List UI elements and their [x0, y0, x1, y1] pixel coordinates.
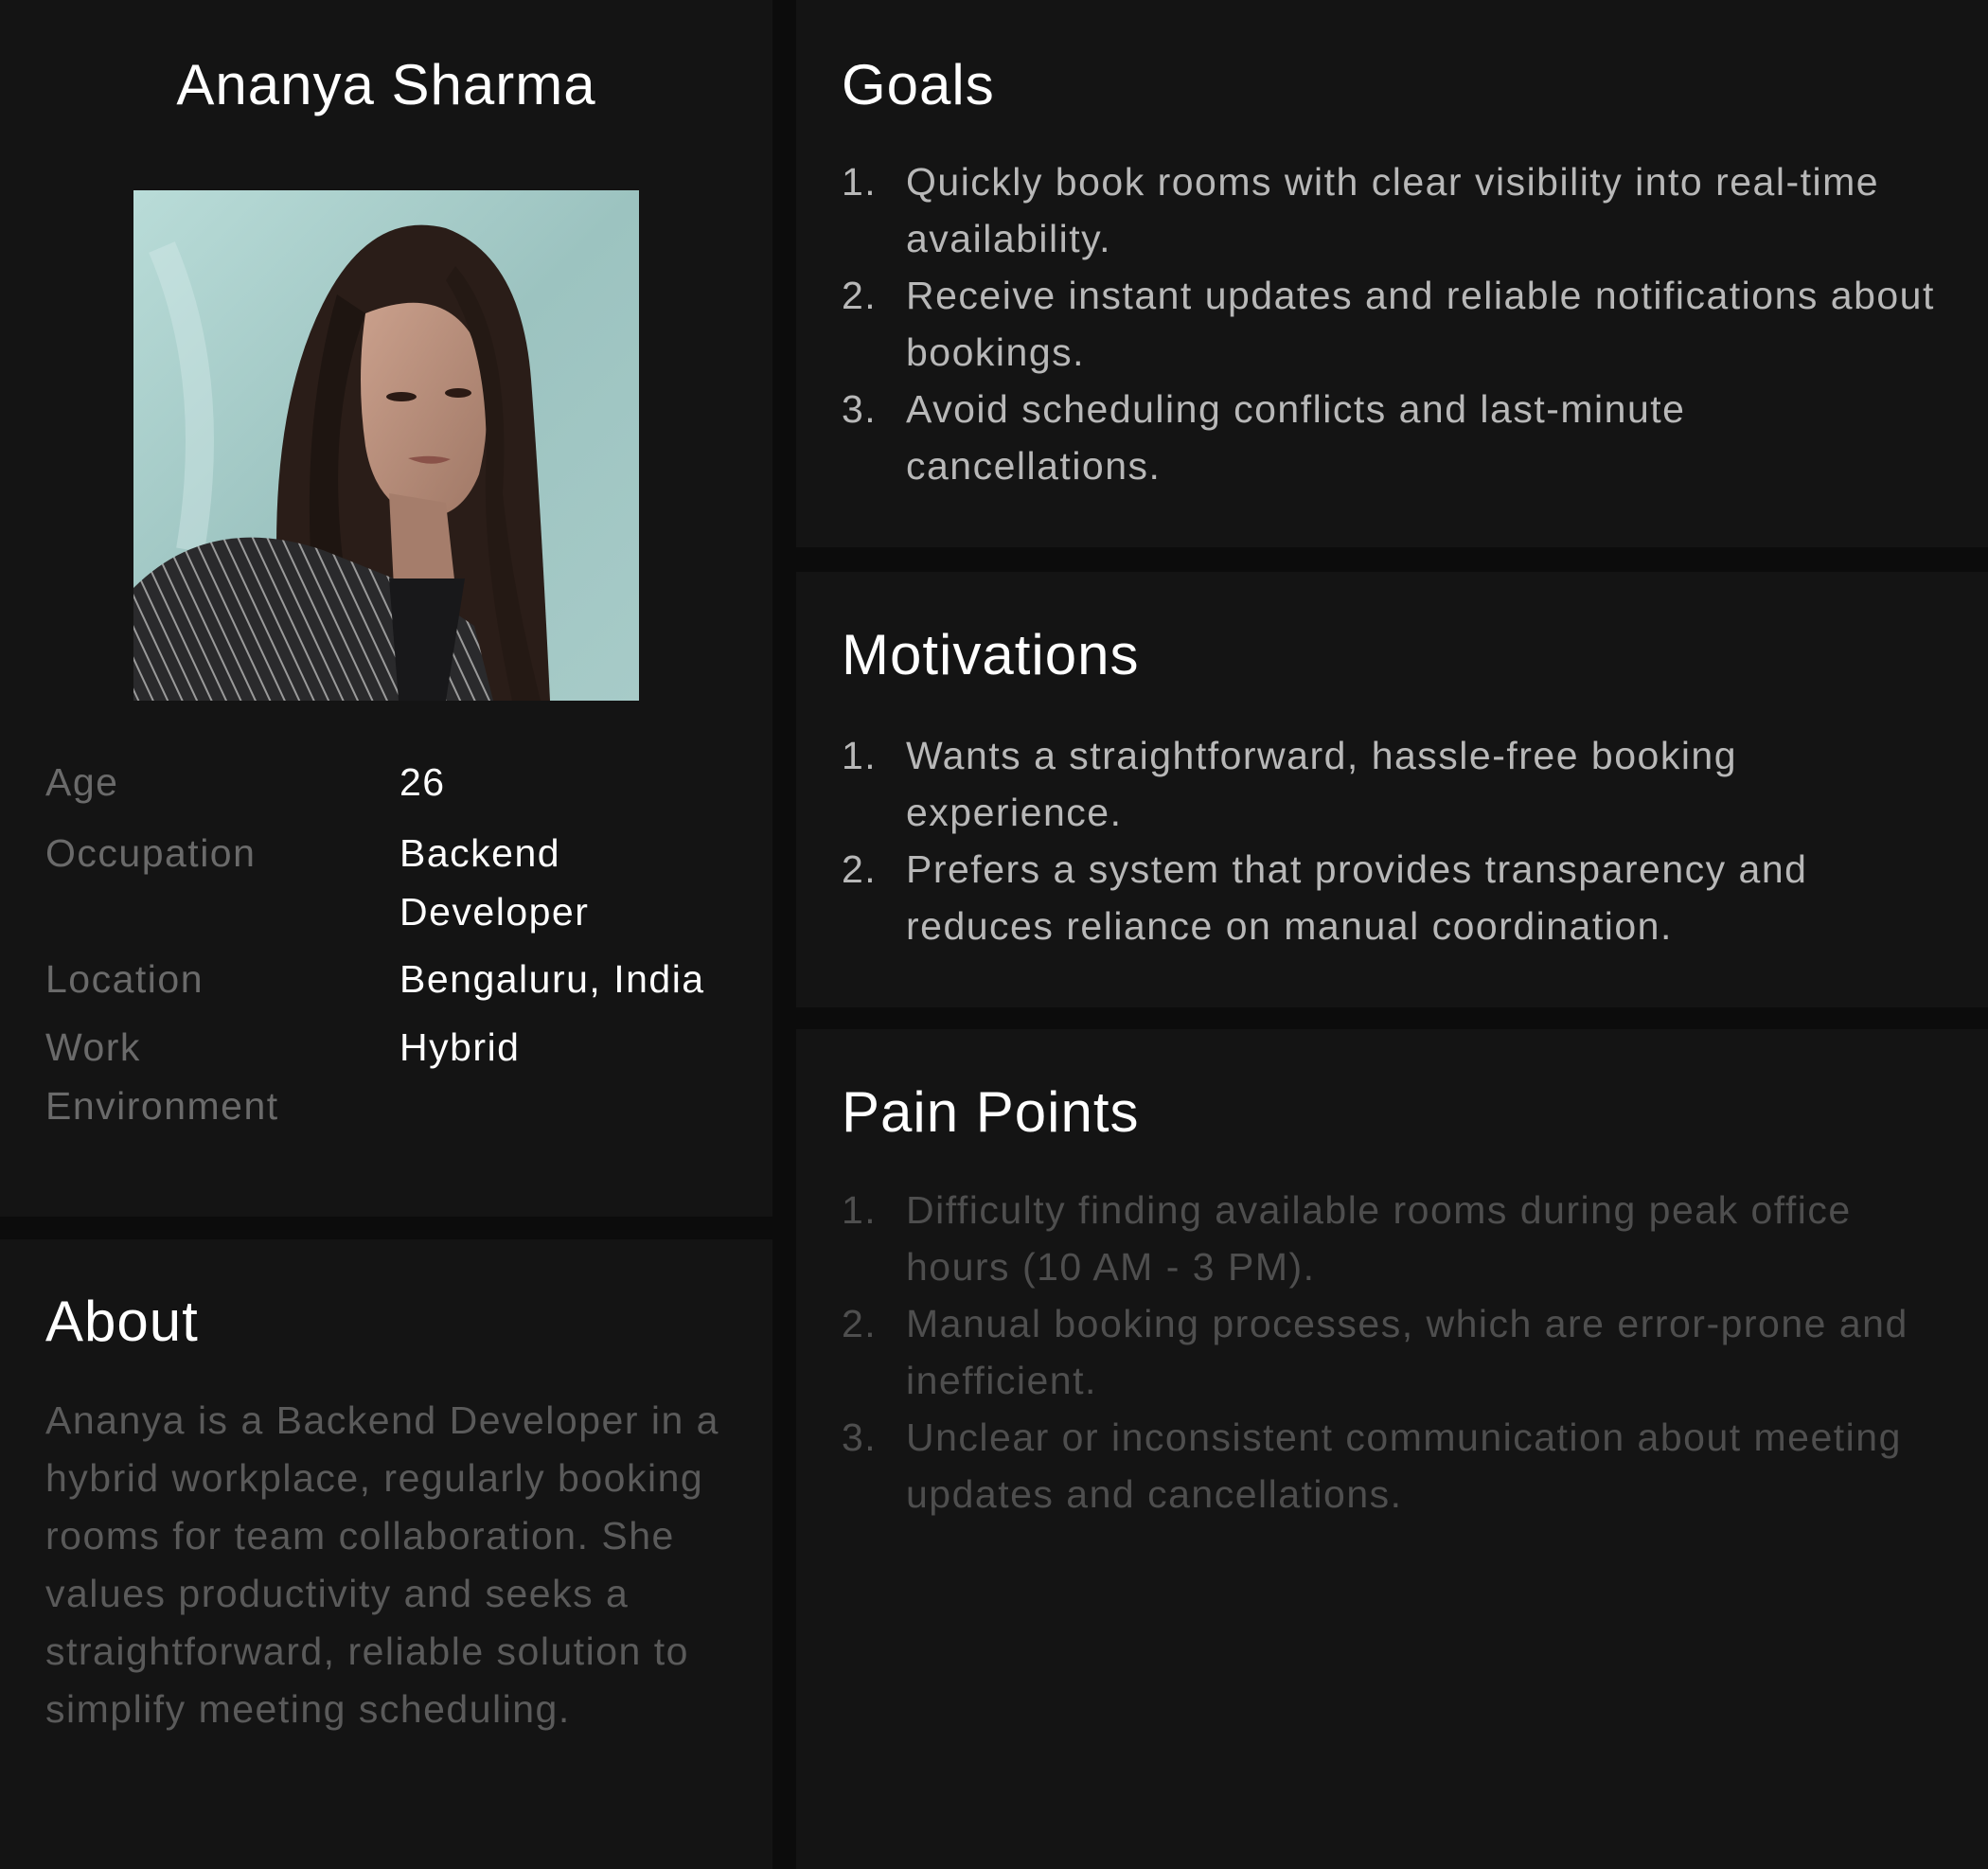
list-item-text: Unclear or inconsistent communication about meeting updates and cancellations.	[906, 1415, 1902, 1516]
persona-name: Ananya Sharma	[176, 53, 596, 116]
about-text: Ananya is a Backend Developer in a hybrid workplace, regularly booking rooms for team collaboration. She values productivity and seeks a straightforward, reliable solution to simplify meeting scheduling.	[45, 1398, 719, 1731]
list-number: 2.	[842, 847, 878, 891]
age-label: Age	[45, 760, 119, 804]
work-environment-value: Hybrid	[399, 1025, 521, 1069]
occupation-value: Backend Developer	[399, 831, 590, 934]
list-number: 2.	[842, 1302, 878, 1345]
goals-list	[842, 153, 1940, 494]
list-item-text: Wants a straightforward, hassle-free booking experience.	[906, 734, 1738, 834]
location-label: Location	[45, 957, 204, 1001]
list-item-text: Prefers a system that provides transparency and reduces reliance on manual coordination.	[906, 847, 1808, 948]
list-item	[842, 727, 1940, 841]
occupation-label: Occupation	[45, 831, 257, 875]
about-title: About	[45, 1290, 199, 1353]
work-environment-label: Work Environment	[45, 1025, 279, 1128]
list-item	[842, 841, 1940, 954]
list-number: 1.	[842, 160, 878, 204]
list-item-text: Avoid scheduling conflicts and last-minute cancellations.	[906, 387, 1686, 488]
goals-title: Goals	[842, 53, 995, 116]
pain-points-list	[842, 1182, 1940, 1522]
list-item	[842, 1409, 1940, 1522]
location-value: Bengaluru, India	[399, 957, 705, 1001]
list-number: 2.	[842, 274, 878, 317]
list-item	[842, 1295, 1940, 1409]
list-item	[842, 381, 1940, 494]
list-number: 1.	[842, 1188, 878, 1232]
motivations-list	[842, 727, 1940, 954]
portrait-photo	[133, 190, 639, 701]
list-item	[842, 153, 1940, 267]
motivations-title: Motivations	[842, 623, 1140, 686]
list-item	[842, 1182, 1940, 1295]
list-item-text: Manual booking processes, which are error-prone and inefficient.	[906, 1302, 1908, 1402]
list-number: 3.	[842, 387, 878, 431]
profile-card	[0, 0, 772, 1217]
age-value: 26	[399, 760, 446, 804]
list-number: 3.	[842, 1415, 878, 1459]
pain-points-title: Pain Points	[842, 1080, 1140, 1144]
list-item-text: Quickly book rooms with clear visibility into real-time availability.	[906, 160, 1880, 260]
list-item	[842, 267, 1940, 381]
list-number: 1.	[842, 734, 878, 777]
list-item-text: Difficulty finding available rooms during peak office hours (10 AM - 3 PM).	[906, 1188, 1852, 1289]
list-item-text: Receive instant updates and reliable notifications about bookings.	[906, 274, 1935, 374]
